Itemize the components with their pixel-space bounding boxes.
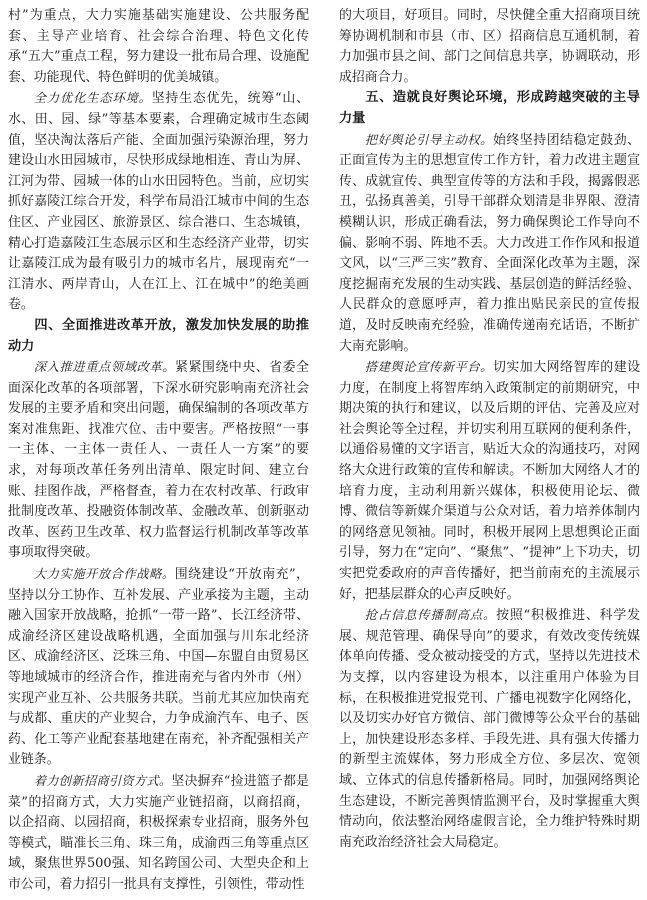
text-communication: 按照“积极推进、科学发展、规范管理、确保导向”的要求，有效改变传统媒体单向传播、受众被动接受的方式，坚持以先进技术为支撑，以内容建设为根本，以注重用户体验为目标，在积极推进党报党刊、广播电视数字化网络化，以及切实办好官方微信、部门微博等公众平台的基础上，加快建设形态多样、手段先进、具有强大传播力的新型主流媒体，努力形成全方位、多层次、宽领域、立体式的信息传播新格局。同时，加强网络舆论生态建设，不断完善舆情监测平台，及时掌握重大舆情动向，依法整治网络虚假言论，全力维护特殊时期南充政治经济社会大局稳定。 (339, 608, 640, 850)
lead-reform: 深入推进重点领域改革。 (33, 360, 176, 375)
lead-investment: 着力创新招商引资方式。 (33, 773, 172, 788)
right-paragraph-platform (339, 357, 640, 605)
left-paragraph-reform (8, 357, 309, 564)
text-guidance: 始终坚持团结稳定鼓劲、正面宣传为主的思想宣传工作方针，着力改进主题宣传、成就宣传、典型宣传等的方法和手段，揭露假恶丑，弘扬真善美，引导干部群众划清是非界限、澄清模糊认识，形成正确看法，努力确保舆论工作导向不偏、影响不弱、阵地不丢。大力改进工作作风和报道文风，以“三严三实”教育、全面深化改革为主题，深度挖掘南充发展的生动实践、基层创造的鲜活经验、人民群众的意愿呼声，着力推出贴民亲民的宣传报道，及时反映南充经验，准确传递南充话语，不断扩大南充影响。 (339, 132, 640, 354)
right-paragraph-1: 的大项目，好项目。同时，尽快健全重大招商项目统筹协调机制和市县（市、区）招商信息互通机制，着力加强市县之间、部门之间信息共享，协调联动，形成招商合力。 (339, 8, 640, 85)
lead-guidance: 把好舆论引导主动权。 (364, 132, 493, 147)
left-column (8, 6, 309, 896)
left-paragraph-opening (8, 564, 309, 771)
text-investment: 坚决摒弃“捡进篮子都是菜”的招商方式，大力实施产业链招商，以商招商，以企招商、以园招商，积极探索专业招商，服务外包等模式，瞄准长三角、珠三角，成渝西三角等重点区域，聚焦世界500强、知名跨国公司、大型央企和上市公司，着力招引一批具有支撑性，引领性，带动性 (8, 773, 309, 892)
text-opening: 围绕建设“开放南充”，坚持以分工协作、互补发展、产业承接为主题，主动融入国家开放战略，抢抓“一带一路”、长江经济带、成渝经济区建设战略机遇，全面加强与川东北经济区、成渝经济区、泛珠三角、中国—东盟自由贸易区等地域城市的经济合作，推进南充与省内外市（州）实现产业互补、公共服务共联。当前尤其应加快南充与成都、重庆的产业契合，力争成渝汽车、电子、医药、化工等产业配套基地建在南充，补齐配强相关产业链条。 (8, 567, 309, 768)
right-column (339, 6, 640, 853)
text-ecology: 坚持生态优先，统筹“山、水、田、园、绿”等基本要素，合理确定城市生态阈值，坚决淘汰落后产能、全面加强污染源治理，努力建设山水田园城市，尽快形成绿地相连、青山为屏、江河为带、园城一体的山水田园特色。当前，应切实抓好嘉陵江综合开发，科学布局沿江城市中间的生态住区、产业园区、旅游景区、综合港口、生态城镇，精心打造嘉陵江生态展示区和生态经济产业带，切实让嘉陵江成为最有吸引力的城市名片，展现南充“一江清水、两岸青山，人在江上、江在城中”的绝美画卷。 (8, 91, 309, 313)
lead-opening: 大力实施开放合作战略。 (33, 567, 175, 582)
right-paragraph-communication (339, 605, 640, 853)
text-reform: 紧紧围绕中央、省委全面深化改革的各项部署，下深水研究影响南充济社会发展的主要矛盾和突出问题，确保编制的各项改革方案对准焦距、找准穴位、击中要害。严格按照“一事一主体、一主体一责任人、一责任人一方案”的要求，对每项改革任务列出清单、限定时间、建立台账、挂图作战，严格督查，着力在农村改革、行政审批制度改革、投融资体制改革、金融改革、创新驱动改革、医药卫生改革、权力监督运行机制改革等改革事项取得突破。 (8, 360, 309, 561)
section-heading-5: 五、造就良好舆论环境，形成跨越突破的主导力量 (339, 90, 640, 126)
text-platform: 切实加大网络智库的建设力度，在制度上将智库纳入政策制定的前期研究，中期决策的执行和建议，以及后期的评估、完善及应对社会舆论等全过程，并切实利用互联网的便利条件，以通俗易懂的文字语言，贴近大众的沟通技巧，对网络大众进行政策的宣传和解读。不断加大网络人才的培育力度，主动利用新兴媒体，积极使用论坛、微博、微信等新媒介渠道与公众对话，着力培养体制内的网络意见领袖。同时，积极开展网上思想舆论正面引导，努力在“定向”、“聚焦”、“提神”上下功夫，切实把党委政府的声音传播好，把当前南充的主流展示好，把基层群众的心声反映好。 (339, 360, 640, 602)
left-paragraph-ecology (8, 88, 309, 316)
right-paragraph-guidance (339, 130, 640, 358)
lead-ecology: 全力优化生态环境。 (33, 91, 152, 106)
lead-platform: 搭建舆论宣传新平台。 (364, 360, 493, 375)
left-paragraph-1: 村”为重点，大力实施基础实施建设、公共服务配套、主导产业培育、社会综合治理、特色文化传承“五大”重点工程，努力建设一批布局合理、设施配套、功能现代、特色鲜明的优美城镇。 (8, 8, 309, 85)
section-heading-4: 四、全面推进改革开放，激发加快发展的助推动力 (8, 317, 309, 354)
lead-communication: 抢占信息传播制高点。 (364, 608, 497, 623)
left-paragraph-investment (8, 771, 309, 896)
